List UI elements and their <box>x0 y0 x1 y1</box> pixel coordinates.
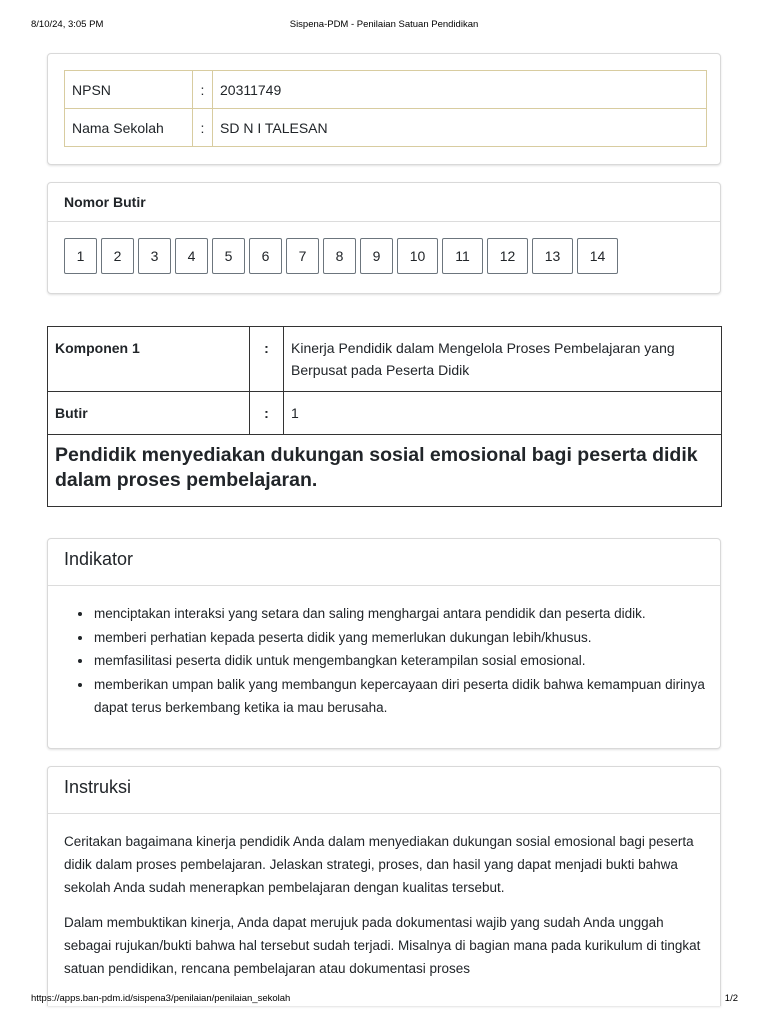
indikator-title: Indikator <box>48 539 720 586</box>
instruksi-card <box>47 766 721 1006</box>
butir-statement: Pendidik menyediakan dukungan sosial emosional bagi peserta didik dalam proses pembelajaran. <box>48 435 722 507</box>
print-footer <box>0 993 768 1007</box>
butir-row <box>48 392 722 435</box>
nomor-butir-title: Nomor Butir <box>48 183 720 222</box>
print-page-title: Sispena-PDM - Penilaian Satuan Pendidikan <box>289 19 479 30</box>
print-page-number: 1/2 <box>724 993 738 1004</box>
school-name-colon: : <box>193 109 213 147</box>
indikator-item: • memberikan umpan balik yang membangun kepercayaan diri peserta didik bahwa kemampuan dirinya dapat terus berkembang ketika ia mau berusaha. <box>93 673 720 720</box>
school-name-value: SD N I TALESAN <box>213 109 707 147</box>
butir-button-10[interactable]: 10 <box>397 238 438 274</box>
butir-button-8[interactable]: 8 <box>323 238 356 274</box>
instruksi-body <box>48 814 720 980</box>
indikator-item: • memberi perhatian kepada peserta didik yang memerlukan dukungan lebih/khusus. <box>93 626 720 650</box>
butir-button-11[interactable]: 11 <box>442 238 483 274</box>
school-name-row <box>65 109 707 147</box>
butir-button-1[interactable]: 1 <box>64 238 97 274</box>
butir-button-12[interactable]: 12 <box>487 238 528 274</box>
indikator-item: • menciptakan interaksi yang setara dan saling menghargai antara pendidik dan peserta didik. <box>93 602 720 626</box>
komponen-label: Komponen 1 <box>48 327 250 392</box>
instruksi-paragraph: Ceritakan bagaimana kinerja pendidik Anda dalam menyediakan dukungan sosial emosional bagi peserta didik dalam proses pembelajaran. Jelaskan strategi, proses, dan hasil yang dapat menjadi bukti bahwa sekolah Anda sudah menerapkan pembelajaran dengan kualitas tersebut. <box>64 834 694 895</box>
school-name-label: Nama Sekolah <box>65 109 193 147</box>
npsn-label: NPSN <box>65 71 193 109</box>
indikator-card <box>47 538 721 749</box>
butir-label: Butir <box>48 392 250 435</box>
statement-row <box>48 435 722 507</box>
butir-button-14[interactable]: 14 <box>577 238 618 274</box>
butir-button-group <box>64 238 622 274</box>
butir-button-7[interactable]: 7 <box>286 238 319 274</box>
komponen-table <box>47 326 722 507</box>
print-datetime: 8/10/24, 3:05 PM <box>31 19 104 30</box>
butir-button-13[interactable]: 13 <box>532 238 573 274</box>
butir-value: 1 <box>284 392 722 435</box>
school-info-table <box>64 70 707 147</box>
komponen-value: Kinerja Pendidik dalam Mengelola Proses Pembelajaran yang Berpusat pada Peserta Didik <box>284 327 722 392</box>
indikator-item: • memfasilitasi peserta didik untuk mengembangkan keterampilan sosial emosional. <box>93 649 720 673</box>
butir-button-4[interactable]: 4 <box>175 238 208 274</box>
butir-button-9[interactable]: 9 <box>360 238 393 274</box>
nomor-butir-card <box>47 182 721 294</box>
butir-button-3[interactable]: 3 <box>138 238 171 274</box>
butir-button-5[interactable]: 5 <box>212 238 245 274</box>
npsn-value: 20311749 <box>213 71 707 109</box>
npsn-colon: : <box>193 71 213 109</box>
butir-button-2[interactable]: 2 <box>101 238 134 274</box>
indikator-list <box>48 602 720 720</box>
butir-colon: : <box>250 392 284 435</box>
instruksi-title: Instruksi <box>48 767 720 814</box>
npsn-row <box>65 71 707 109</box>
print-header <box>0 19 768 33</box>
instruksi-paragraph: Dalam membuktikan kinerja, Anda dapat merujuk pada dokumentasi wajib yang sudah Anda unggah sebagai rujukan/bukti bahwa hal tersebut sudah terjadi. Misalnya di bagian mana pada kurikulum di tingkat satuan pendidikan, rencana pembelajaran atau dokumentasi proses <box>64 915 701 976</box>
komponen-row <box>48 327 722 392</box>
komponen-colon: : <box>250 327 284 392</box>
butir-button-6[interactable]: 6 <box>249 238 282 274</box>
print-url: https://apps.ban-pdm.id/sispena3/penilaian/penilaian_sekolah <box>31 993 291 1004</box>
school-info-card <box>47 53 721 165</box>
